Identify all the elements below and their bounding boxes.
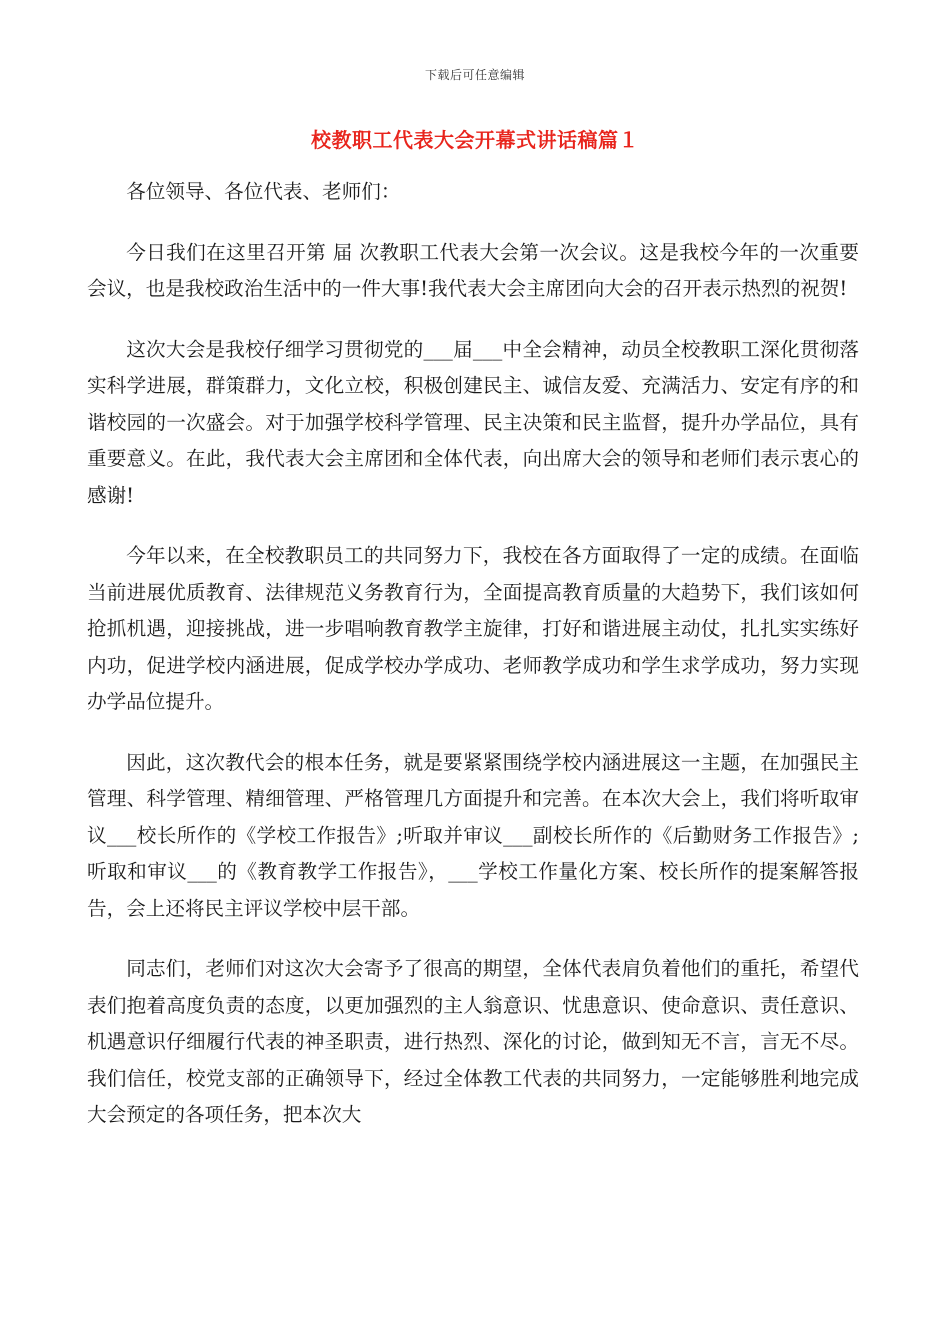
salutation: 各位领导、各位代表、老师们：: [126, 180, 401, 203]
document-body: [87, 174, 859, 1158]
header-note: 下载后可任意编辑: [424, 68, 525, 82]
document-title: 校教职工代表大会开幕式讲话稿篇１: [311, 128, 639, 152]
paragraph-5: 同志们，老师们对这次大会寄予了很高的期望，全体代表肩负着他们的重托，希望代表们抱着高度负责的态度，以更加强烈的主人翁意识、忧患意识、使命意识、责任意识、机遇意识仔细履行代表的神圣职责，进行热烈、深化的讨论，做到知无不言，言无不尽。我们信任，校党支部的正确领导下，经过全体教工代表的共同努力，一定能够胜利地完成大会预定的各项任务，把本次大: [87, 957, 859, 1126]
paragraph-3: 今年以来，在全校教职员工的共同努力下，我校在各方面取得了一定的成绩。在面临当前进展优质教育、法律规范义务教育行为，全面提高教育质量的大趋势下，我们该如何抢抓机遇，迎接挑战，进一步唱响教育教学主旋律，打好和谐进展主动仗，扎扎实实练好内功，促进学校内涵进展，促成学校办学成功、老师教学成功和学生求学成功，努力实现办学品位提升。: [87, 544, 859, 713]
paragraph-1: 今日我们在这里召开第 届 次教职工代表大会第一次会议。这是我校今年的一次重要会议，也是我校政治生活中的一件大事!我代表大会主席团向大会的召开表示热烈的祝贺!: [87, 240, 859, 300]
paragraph-2: 这次大会是我校仔细学习贯彻党的___届___中全会精神，动员全校教职工深化贯彻落实科学进展，群策群力，文化立校，积极创建民主、诚信友爱、充满活力、安定有序的和谐校园的一次盛会。对于加强学校科学管理、民主决策和民主监督，提升办学品位，具有重要意义。在此，我代表大会主席团和全体代表，向出席大会的领导和老师们表示衷心的感谢!: [87, 337, 859, 507]
paragraph-4: 因此，这次教代会的根本任务，就是要紧紧围绕学校内涵进展这一主题，在加强民主管理、科学管理、精细管理、严格管理几方面提升和完善。在本次大会上，我们将听取审议___校长所作的《学校工作报告》;听取并审议___副校长所作的《后勤财务工作报告》;听取和审议___的《教育教学工作报告》，___学校工作量化方案、校长所作的提案解答报告，会上还将民主评议学校中层干部。: [87, 750, 859, 920]
